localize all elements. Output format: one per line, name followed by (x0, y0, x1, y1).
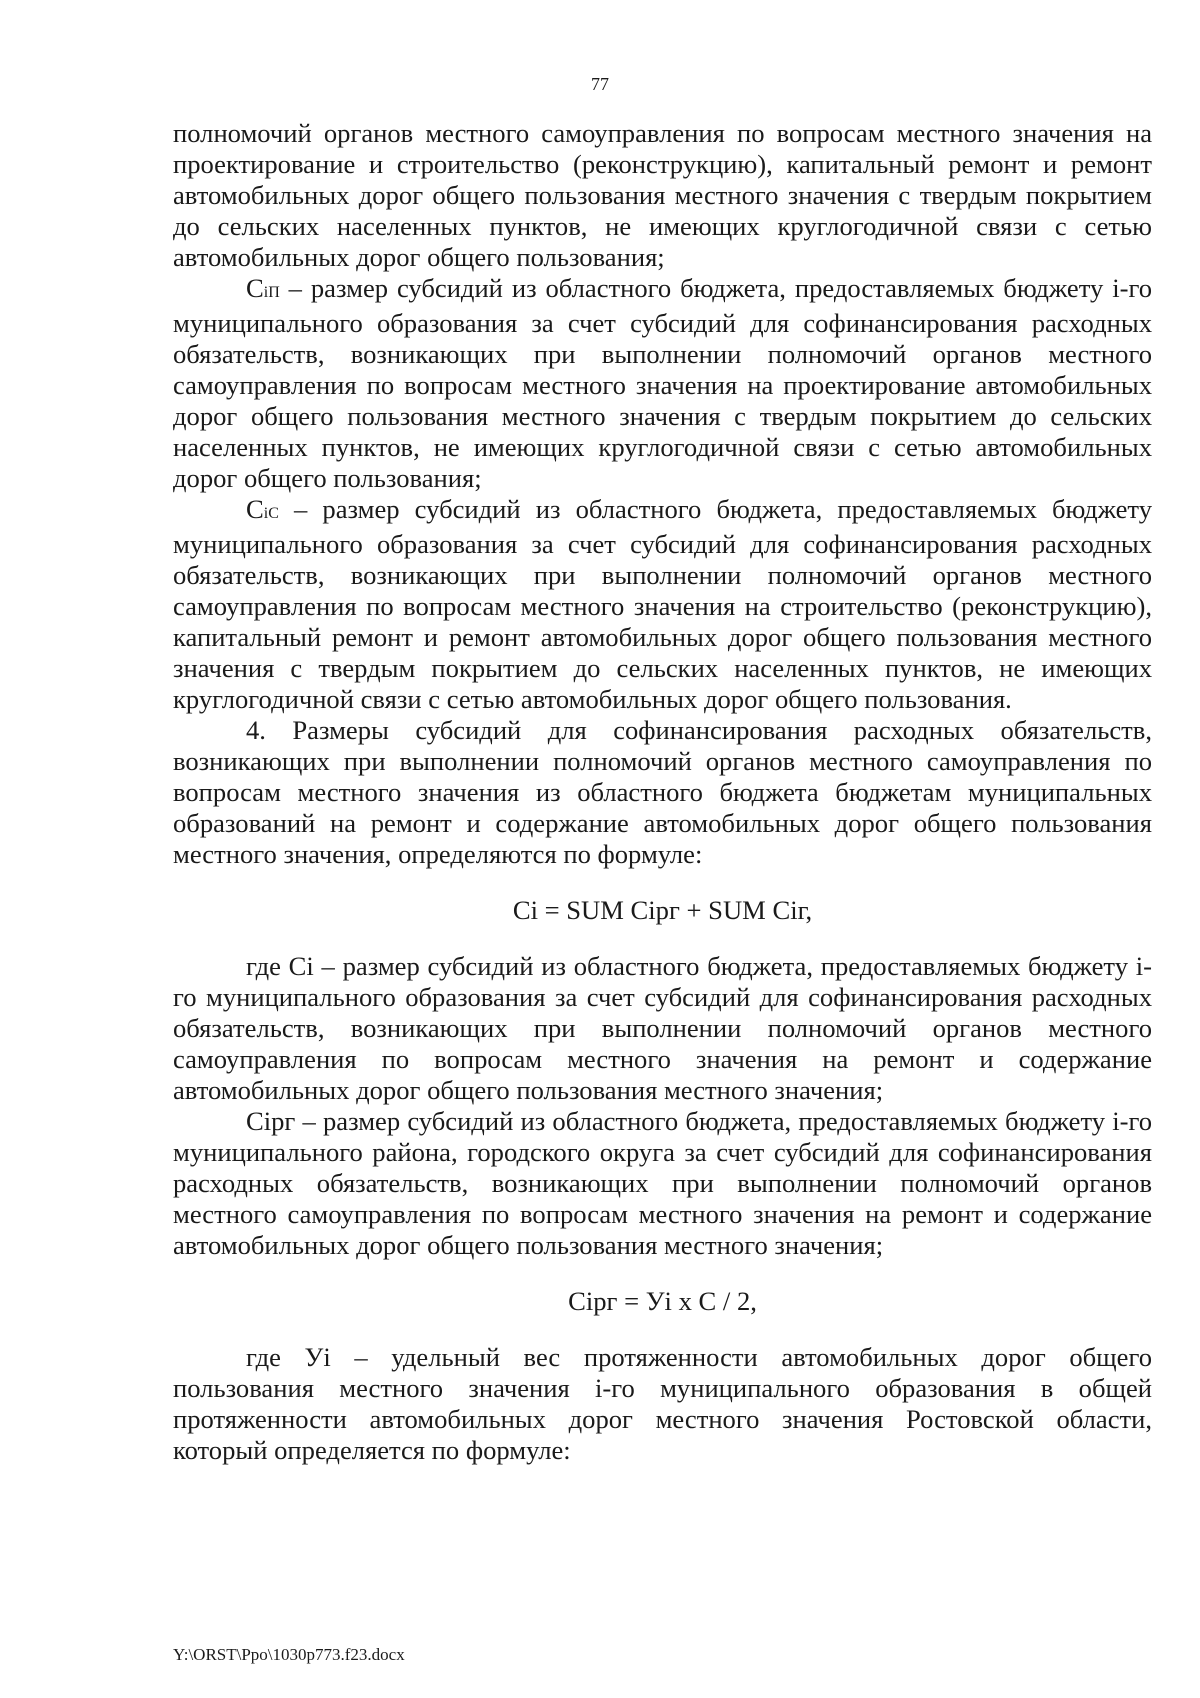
document-body (173, 118, 1152, 1466)
formula-cirg: Ciрг = Уi x С / 2, (568, 1286, 757, 1316)
cic-subscript: iC (263, 505, 279, 522)
paragraph-cirg-definition: Ciрг – размер субсидий из областного бюджета, предоставляемых бюджету i-го муниципального района, городского округа за счет субсидий для софинансирования расходных обязательств, возникающих при выполнении полномочий органов местного самоуправления по вопросам местного значения на ремонт и содержание автомобильных дорог общего пользования местного значения; (173, 1106, 1152, 1260)
cic-symbol: C (246, 494, 264, 524)
cip-definition-text: – размер субсидий из областного бюджета, предоставляемых бюджету i-го муниципального образования за счет субсидий для софинансирования расходных обязательств, возникающих при выполнении полномочий органов местного самоуправления по вопросам местного значения на проектирование автомобильных дорог общего пользования местного значения с твердым покрытием до сельских населенных пунктов, не имеющих круглогодичной связи с сетью автомобильных дорог общего пользования; (173, 273, 1152, 493)
paragraph-ci-definition: где Ci – размер субсидий из областного бюджета, предоставляемых бюджету i-го муниципального образования за счет субсидий для софинансирования расходных обязательств, возникающих при выполнении полномочий органов местного самоуправления по вопросам местного значения на ремонт и содержание автомобильных дорог общего пользования местного значения; (173, 951, 1152, 1105)
paragraph-yi-definition: где Уi – удельный вес протяженности автомобильных дорог общего пользования местного значения i-го муниципального образования в общей протяженности автомобильных дорог местного значения Ростовской области, который определяется по формуле: (173, 1342, 1152, 1465)
cip-symbol: C (246, 273, 264, 303)
cip-subscript: iП (263, 284, 280, 301)
paragraph-cic-definition (173, 494, 1152, 715)
paragraph-item-4: 4. Размеры субсидий для софинансирования расходных обязательств, возникающих при выполнении полномочий органов местного самоуправления по вопросам местного значения из областного бюджета бюджетам муниципальных образований на ремонт и содержание автомобильных дорог общего пользования местного значения, определяются по формуле: (173, 715, 1152, 869)
page-number: 77 (591, 74, 609, 94)
paragraph-continuation: полномочий органов местного самоуправления по вопросам местного значения на проектирование и строительство (реконструкцию), капитальный ремонт и ремонт автомобильных дорог общего пользования местного значения с твердым покрытием до сельских населенных пунктов, не имеющих круглогодичной связи с сетью автомобильных дорог общего пользования; (173, 118, 1152, 272)
formula-ci: Ci = SUM Ciрг + SUM Ciг, (512, 895, 813, 925)
file-path-footer: Y:\ORST\Ppo\1030p773.f23.docx (173, 1645, 405, 1664)
paragraph-cip-definition (173, 273, 1152, 494)
cic-definition-text: – размер субсидий из областного бюджета, предоставляемых бюджету муниципального образования за счет субсидий для софинансирования расходных обязательств, возникающих при выполнении полномочий органов местного самоуправления по вопросам местного значения на строительство (реконструкцию), капитальный ремонт и ремонт автомобильных дорог общего пользования местного значения с твердым покрытием до сельских населенных пунктов, не имеющих круглогодичной связи с сетью автомобильных дорог общего пользования. (173, 494, 1152, 714)
